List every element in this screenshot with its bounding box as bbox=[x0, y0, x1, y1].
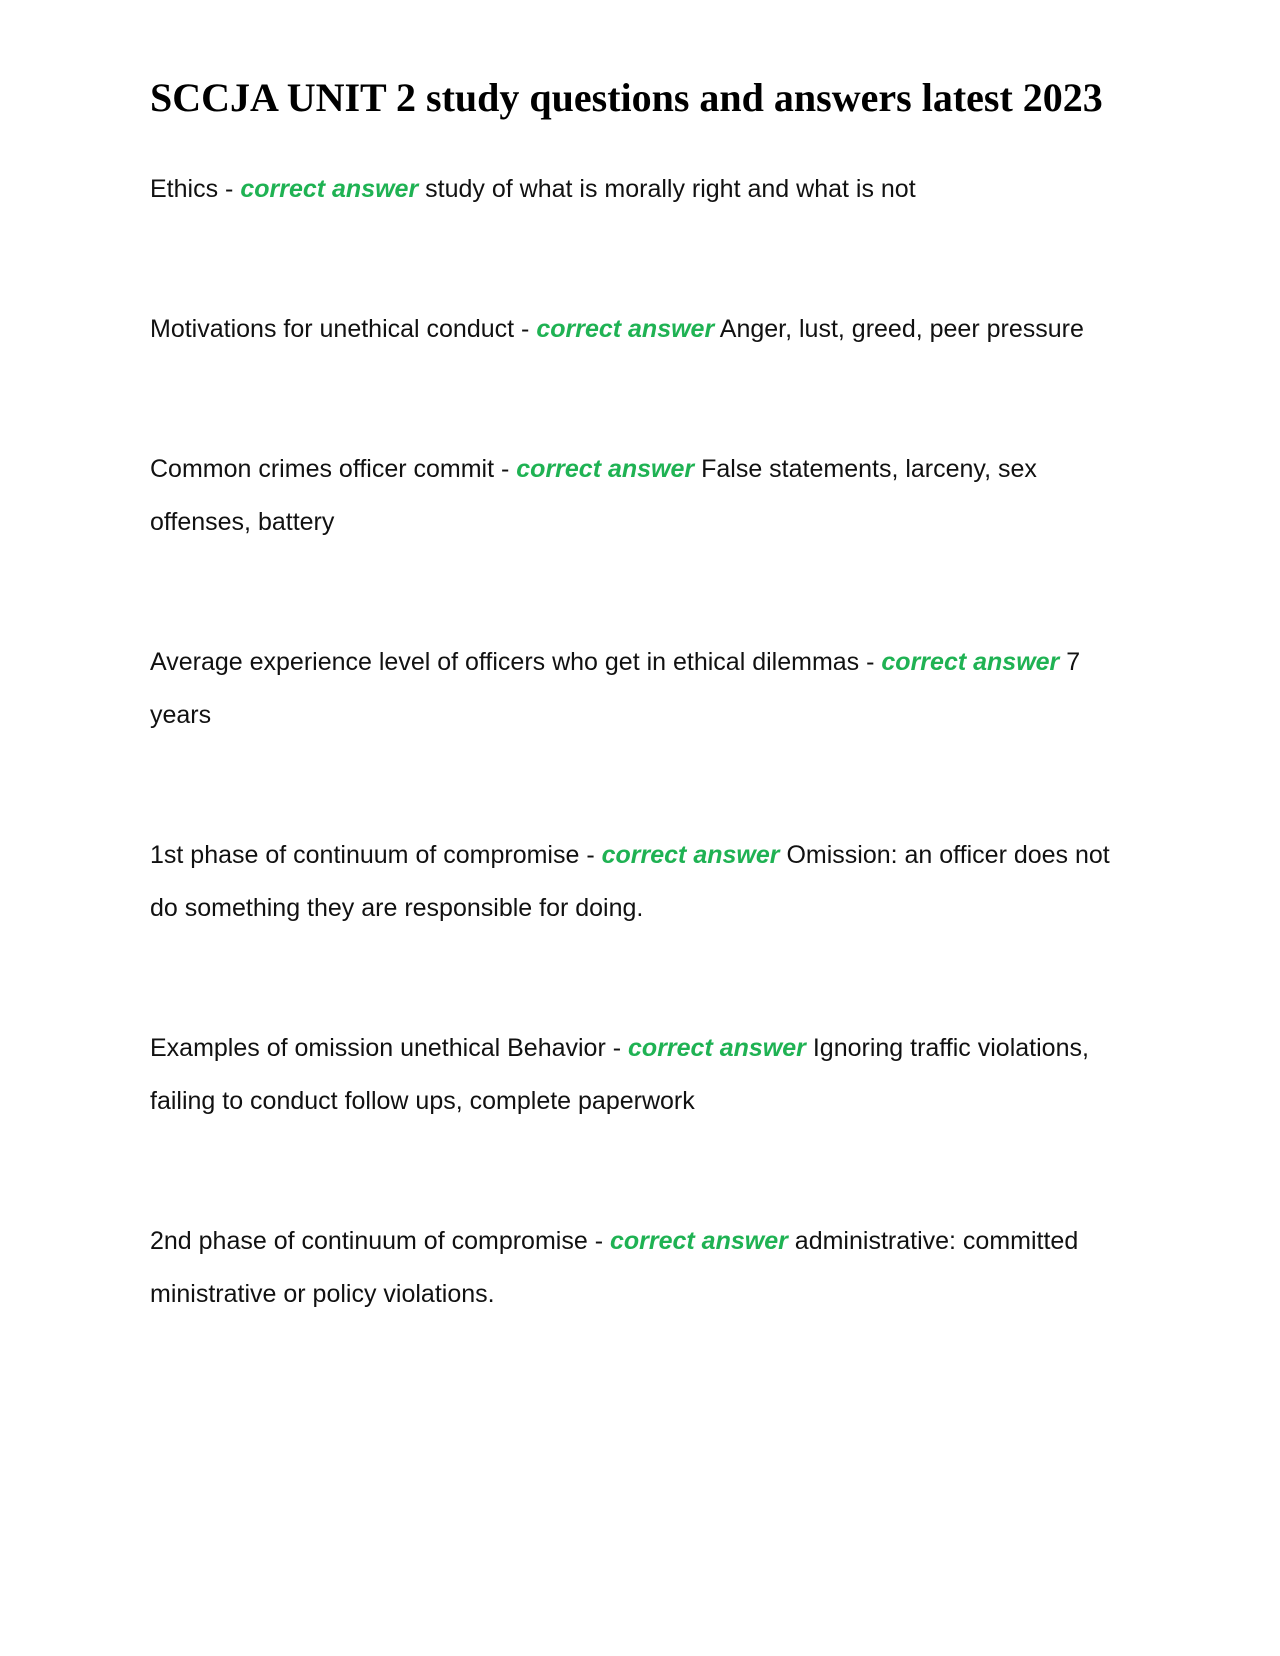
document-title: SCCJA UNIT 2 study questions and answers latest 2023 bbox=[150, 75, 1103, 120]
correct-answer-marker: correct answer bbox=[881, 648, 1060, 676]
qa-answer: False statements, larceny, sex offenses, battery bbox=[150, 455, 1037, 536]
qa-item bbox=[150, 829, 1130, 935]
qa-term: 2nd phase of continuum of compromise bbox=[150, 1227, 588, 1255]
qa-answer: Omission: an officer does not do something they are responsible for doing. bbox=[150, 841, 1110, 922]
qa-term: Examples of omission unethical Behavior bbox=[150, 1034, 606, 1062]
correct-answer-marker: correct answer bbox=[628, 1034, 806, 1062]
qa-item bbox=[150, 443, 1130, 549]
correct-answer-marker: correct answer bbox=[240, 175, 419, 203]
qa-separator: - bbox=[494, 455, 517, 483]
qa-answer: study of what is morally right and what is not bbox=[425, 175, 916, 203]
qa-item bbox=[150, 1215, 1130, 1321]
correct-answer-marker: correct answer bbox=[536, 315, 715, 343]
qa-separator: - bbox=[587, 1227, 610, 1255]
qa-term: Common crimes officer commit bbox=[150, 455, 495, 483]
qa-term: Ethics bbox=[150, 175, 219, 203]
document-page bbox=[150, 74, 1130, 1321]
qa-answer: Anger, lust, greed, peer pressure bbox=[719, 315, 1084, 343]
qa-term: Motivations for unethical conduct bbox=[150, 315, 515, 343]
qa-item bbox=[150, 163, 1130, 216]
qa-term: Average experience level of officers who get in ethical dilemmas bbox=[150, 648, 860, 676]
qa-term: 1st phase of continuum of compromise bbox=[150, 841, 580, 869]
qa-answer: Ignoring traffic violations, failing to conduct follow ups, complete paperwork bbox=[150, 1034, 1089, 1115]
qa-separator: - bbox=[605, 1034, 629, 1062]
qa-item bbox=[150, 303, 1130, 356]
qa-item bbox=[150, 636, 1130, 742]
qa-separator: - bbox=[579, 841, 602, 869]
qa-answer: 7 years bbox=[150, 648, 1081, 729]
correct-answer-marker: correct answer bbox=[609, 1227, 788, 1255]
qa-separator: - bbox=[218, 175, 241, 203]
qa-separator: - bbox=[859, 648, 882, 676]
qa-item bbox=[150, 1022, 1130, 1128]
correct-answer-marker: correct answer bbox=[601, 841, 780, 869]
correct-answer-marker: correct answer bbox=[516, 455, 695, 483]
qa-separator: - bbox=[514, 315, 537, 343]
qa-answer: administrative: committed ministrative or policy violations. bbox=[150, 1227, 1079, 1308]
